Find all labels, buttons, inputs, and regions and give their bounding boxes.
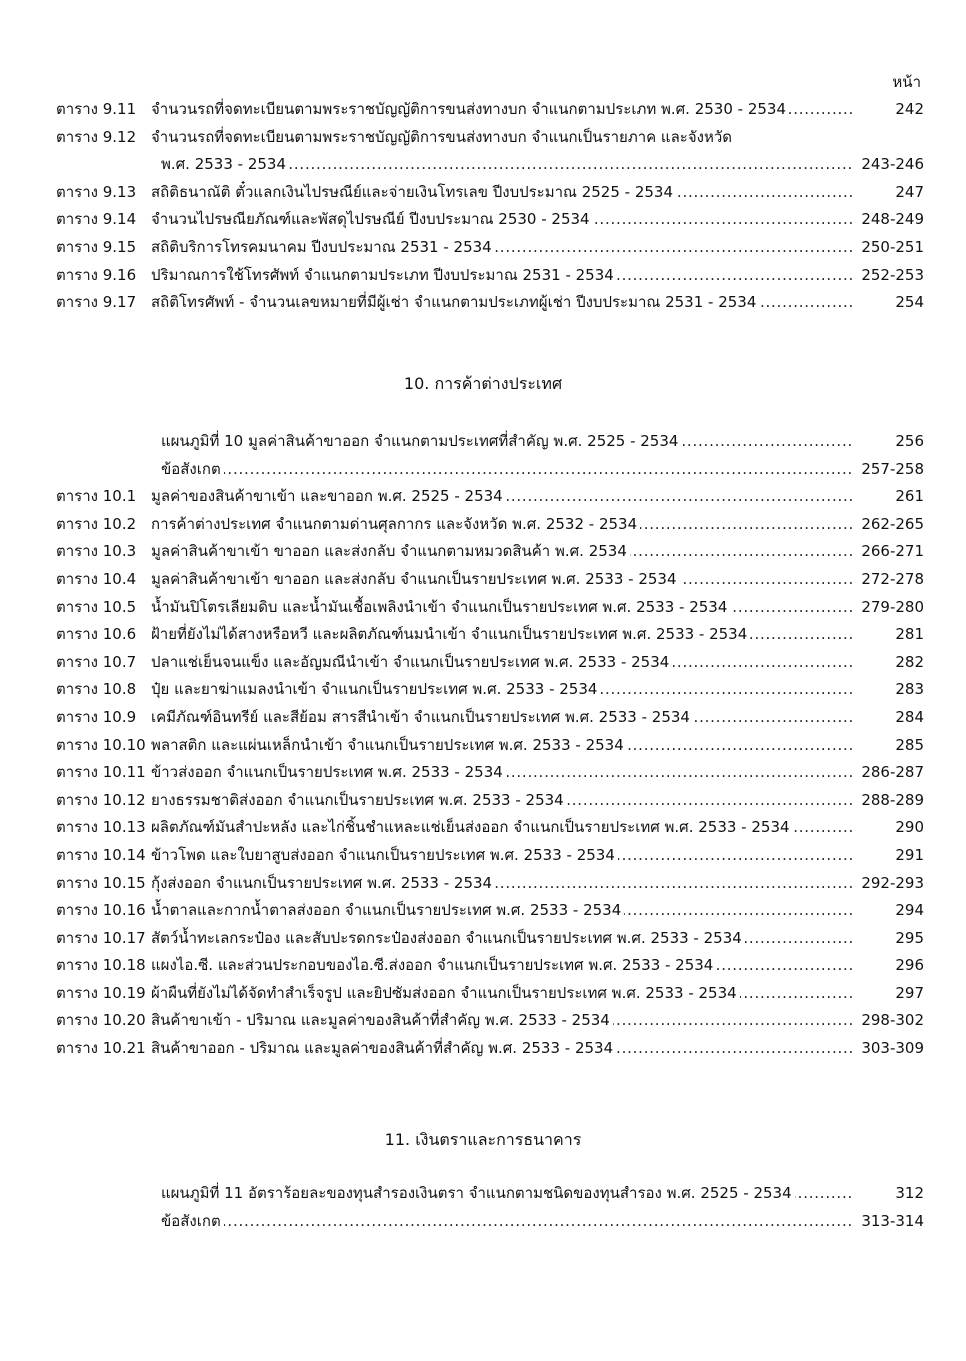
toc-label: ตาราง 9.12 <box>56 127 137 146</box>
page-column-label: หน้า <box>892 73 921 91</box>
toc-row[interactable] <box>56 1007 924 1035</box>
toc-label: ตาราง 10.19 <box>56 983 146 1002</box>
toc-title: ผ้าผืนที่ยังไม่ได้จัดทำสำเร็จรูป และยิปซัมส่งออก จำแนกเป็นรายประเทศ พ.ศ. 2533 - 2534 . . . <box>151 980 854 1008</box>
toc-section-11 <box>56 1180 924 1235</box>
toc-page: 257-258 <box>861 459 924 478</box>
toc-row[interactable] <box>56 234 924 262</box>
toc-title: ปริมาณการใช้โทรศัพท์ จำแนกตามประเภท ปีงบประมาณ 2531 - 2534 . . . <box>151 262 854 290</box>
toc-label: ตาราง 10.8 <box>56 680 137 699</box>
toc-page: 248-249 <box>861 210 924 229</box>
toc-title: ยางธรรมชาติส่งออก จำแนกเป็นรายประเทศ พ.ศ. 2533 - 2534 . . . <box>151 787 854 815</box>
toc-row[interactable] <box>56 621 924 649</box>
toc-page: 284 <box>895 707 924 726</box>
toc-label: ตาราง 10.10 <box>56 735 146 754</box>
toc-label: ตาราง 10.21 <box>56 1039 146 1058</box>
toc-row[interactable] <box>56 842 924 870</box>
toc-label: ตาราง 9.11 <box>56 100 137 118</box>
section-11-heading: 11. เงินตราและการธนาคาร <box>384 1130 582 1149</box>
toc-title: มูลค่าของสินค้าขาเข้า และขาออก พ.ศ. 2525 - 2534 . . . <box>151 483 854 511</box>
toc-title: สินค้าขาเข้า - ปริมาณ และมูลค่าของสินค้าที่สำคัญ พ.ศ. 2533 - 2534 . . . <box>151 1007 854 1035</box>
toc-label: ตาราง 10.16 <box>56 901 146 920</box>
toc-title: ข้าวโพด และใบยาสูบส่งออก จำแนกเป็นรายประเทศ พ.ศ. 2533 - 2534 . . . <box>151 842 854 870</box>
toc-title: สถิติธนาณัติ ตั๋วแลกเงินไปรษณีย์และจ่ายเงินโทรเลข ปีงบประมาณ 2525 - 2534 . . . <box>151 179 854 207</box>
toc-page: 296 <box>895 956 924 975</box>
toc-title: จำนวนรถที่จดทะเบียนตามพระราชบัญญัติการขนส่งทางบก จำแนกเป็นรายภาค และจังหวัด <box>151 124 854 152</box>
toc-title: น้ำมันปิโตรเลียมดิบ และน้ำมันเชื้อเพลิงนำเข้า จำแนกเป็นรายประเทศ พ.ศ. 2533 - 2534 . . . <box>151 594 854 622</box>
toc-page: 292-293 <box>861 873 924 892</box>
toc-page: 243-246 <box>861 155 924 174</box>
toc-title: การค้าต่างประเทศ จำแนกตามด่านศุลกากร และจังหวัด พ.ศ. 2532 - 2534 . . . <box>151 511 854 539</box>
toc-page: 282 <box>895 652 924 671</box>
toc-title: แผนภูมิที่ 10 มูลค่าสินค้าขาออก จำแนกตามประเทศที่สำคัญ พ.ศ. 2525 - 2534 . . . <box>161 428 854 456</box>
section-10-heading: 10. การค้าต่างประเทศ <box>403 374 563 393</box>
toc-row[interactable] <box>56 1035 924 1063</box>
toc-label: ตาราง 9.14 <box>56 210 137 229</box>
toc-page: 256 <box>895 432 924 450</box>
toc-page: 312 <box>895 1184 924 1202</box>
toc-title: สินค้าขาออก - ปริมาณ และมูลค่าของสินค้าที่สำคัญ พ.ศ. 2533 - 2534 . . . <box>151 1035 854 1063</box>
toc-label: ตาราง 10.17 <box>56 928 146 947</box>
toc-title: ข้อสังเกต . . . <box>161 456 854 484</box>
toc-row[interactable] <box>56 1208 924 1236</box>
toc-label: ตาราง 10.5 <box>56 597 137 616</box>
toc-row[interactable] <box>56 759 924 787</box>
toc-title: สัตว์น้ำทะเลกระป๋อง และสับปะรดกระป๋องส่งออก จำแนกเป็นรายประเทศ พ.ศ. 2533 - 2534 . . . <box>151 925 854 953</box>
toc-label: ตาราง 10.13 <box>56 818 146 837</box>
toc-row[interactable] <box>56 206 924 234</box>
toc-row[interactable] <box>56 897 924 925</box>
toc-page: 283 <box>895 680 924 699</box>
toc-row[interactable] <box>56 732 924 760</box>
toc-label: ตาราง 10.20 <box>56 1011 146 1030</box>
toc-row[interactable] <box>56 456 924 484</box>
toc-section-10 <box>56 428 924 1063</box>
toc-page: 295 <box>895 928 924 947</box>
toc-page: 250-251 <box>861 237 924 256</box>
toc-row[interactable] <box>56 925 924 953</box>
toc-label: ตาราง 10.12 <box>56 790 146 809</box>
toc-row[interactable] <box>56 538 924 566</box>
toc-label: ตาราง 10.2 <box>56 514 137 533</box>
toc-row[interactable] <box>56 814 924 842</box>
toc-page: 285 <box>895 735 924 754</box>
toc-label: ตาราง 10.1 <box>56 487 137 506</box>
toc-page: 266-271 <box>861 542 924 561</box>
toc-title: จำนวนไปรษณียภัณฑ์และพัสดุไปรษณีย์ ปีงบประมาณ 2530 - 2534 . . . <box>151 206 854 234</box>
toc-title: พ.ศ. 2533 - 2534 . . . <box>161 151 854 179</box>
toc-page: 254 <box>895 293 924 312</box>
toc-title: กุ้งส่งออก จำแนกเป็นรายประเทศ พ.ศ. 2533 - 2534 . . . <box>151 870 854 898</box>
toc-row[interactable] <box>56 787 924 815</box>
toc-page: 261 <box>895 487 924 506</box>
toc-title: จำนวนรถที่จดทะเบียนตามพระราชบัญญัติการขนส่งทางบก จำแนกตามประเภท พ.ศ. 2530 - 2534 . . . <box>151 96 854 124</box>
toc-title: ข้อสังเกต . . . <box>161 1208 854 1236</box>
toc-title: ฝ้ายที่ยังไม่ได้สางหรือหวี และผลิตภัณฑ์นมนำเข้า จำแนกเป็นรายประเทศ พ.ศ. 2533 - 2534 . . . <box>151 621 854 649</box>
toc-label: ตาราง 9.17 <box>56 293 137 312</box>
toc-page: 286-287 <box>861 763 924 782</box>
toc-label: ตาราง 10.15 <box>56 873 146 892</box>
toc-title: ผลิตภัณฑ์มันสำปะหลัง และไก่ชิ้นชำแหละแช่เย็นส่งออก จำแนกเป็นรายประเทศ พ.ศ. 2533 - 2534 . . . <box>151 814 854 842</box>
toc-title: สถิติบริการโทรคมนาคม ปีงบประมาณ 2531 - 2534 . . . <box>151 234 854 262</box>
toc-page: 262-265 <box>861 514 924 533</box>
toc-title: มูลค่าสินค้าขาเข้า ขาออก และส่งกลับ จำแนกตามหมวดสินค้า พ.ศ. 2534 . . . <box>151 538 854 566</box>
toc-row[interactable] <box>56 151 924 179</box>
toc-page: 298-302 <box>861 1011 924 1030</box>
toc-label: ตาราง 10.14 <box>56 845 146 864</box>
toc-page: 281 <box>895 625 924 644</box>
toc-row[interactable] <box>56 428 924 456</box>
toc-label: ตาราง 9.13 <box>56 182 137 201</box>
toc-title: ปุ๋ย และยาฆ่าแมลงนำเข้า จำแนกเป็นรายประเทศ พ.ศ. 2533 - 2534 . . . <box>151 676 854 704</box>
toc-row[interactable] <box>56 289 924 317</box>
toc-row[interactable] <box>56 649 924 677</box>
toc-page: 303-309 <box>861 1039 924 1058</box>
toc-row[interactable] <box>56 594 924 622</box>
toc-page: 247 <box>895 182 924 201</box>
toc-title: เคมีภัณฑ์อินทรีย์ และสีย้อม สารสีนำเข้า จำแนกเป็นรายประเทศ พ.ศ. 2533 - 2534 . . . <box>151 704 854 732</box>
toc-title: น้ำตาลและกากน้ำตาลส่งออก จำแนกเป็นรายประเทศ พ.ศ. 2533 - 2534 . . . <box>151 897 854 925</box>
toc-row[interactable] <box>56 483 924 511</box>
toc-title: แผนภูมิที่ 11 อัตราร้อยละของทุนสำรองเงินตรา จำแนกตามชนิดของทุนสำรอง พ.ศ. 2525 - 2534 . . . <box>161 1180 854 1208</box>
toc-title: แผงไอ.ซี. และส่วนประกอบของไอ.ซี.ส่งออก จำแนกเป็นรายประเทศ พ.ศ. 2533 - 2534 . . . <box>151 952 854 980</box>
toc-title: พลาสติก และแผ่นเหล็กนำเข้า จำแนกเป็นรายประเทศ พ.ศ. 2533 - 2534 . . . <box>151 732 854 760</box>
toc-title: สถิติโทรศัพท์ - จำนวนเลขหมายที่มีผู้เช่า จำแนกตามประเภทผู้เช่า ปีงบประมาณ 2531 - 2534 . . . <box>151 289 854 317</box>
toc-label: ตาราง 10.6 <box>56 625 137 644</box>
toc-page: 288-289 <box>861 790 924 809</box>
toc-label: ตาราง 9.15 <box>56 237 137 256</box>
toc-label: ตาราง 10.4 <box>56 569 137 588</box>
toc-label: ตาราง 9.16 <box>56 265 137 284</box>
toc-row[interactable] <box>56 511 924 539</box>
toc-label: ตาราง 10.18 <box>56 956 146 975</box>
toc-page: 290 <box>895 818 924 837</box>
toc-row[interactable] <box>56 952 924 980</box>
toc-row[interactable] <box>56 566 924 594</box>
toc-row[interactable] <box>56 980 924 1008</box>
toc-title: ข้าวส่งออก จำแนกเป็นรายประเทศ พ.ศ. 2533 - 2534 . . . <box>151 759 854 787</box>
toc-title: ปลาแช่เย็นจนแข็ง และอัญมณีนำเข้า จำแนกเป็นรายประเทศ พ.ศ. 2533 - 2534 . . . <box>151 649 854 677</box>
toc-page: 272-278 <box>861 569 924 588</box>
toc-row[interactable] <box>56 1180 924 1208</box>
toc-label: ตาราง 10.3 <box>56 542 137 561</box>
toc-page: 291 <box>895 845 924 864</box>
toc-label: ตาราง 10.11 <box>56 763 146 782</box>
toc-row[interactable] <box>56 124 924 152</box>
toc-row[interactable] <box>56 96 924 124</box>
toc-page: 252-253 <box>861 265 924 284</box>
toc-row[interactable] <box>56 676 924 704</box>
toc-label: ตาราง 10.9 <box>56 707 137 726</box>
toc-page: 242 <box>895 100 924 118</box>
toc-label: ตาราง 10.7 <box>56 652 137 671</box>
toc-page: 297 <box>895 983 924 1002</box>
toc-row[interactable] <box>56 179 924 207</box>
toc-title: มูลค่าสินค้าขาเข้า ขาออก และส่งกลับ จำแนกเป็นรายประเทศ พ.ศ. 2533 - 2534 . . . <box>151 566 854 594</box>
toc-row[interactable] <box>56 262 924 290</box>
toc-row[interactable] <box>56 704 924 732</box>
toc-page: 294 <box>895 901 924 920</box>
toc-section-9 <box>56 96 924 317</box>
toc-page: 279-280 <box>861 597 924 616</box>
toc-page: 313-314 <box>861 1211 924 1230</box>
toc-row[interactable] <box>56 870 924 898</box>
